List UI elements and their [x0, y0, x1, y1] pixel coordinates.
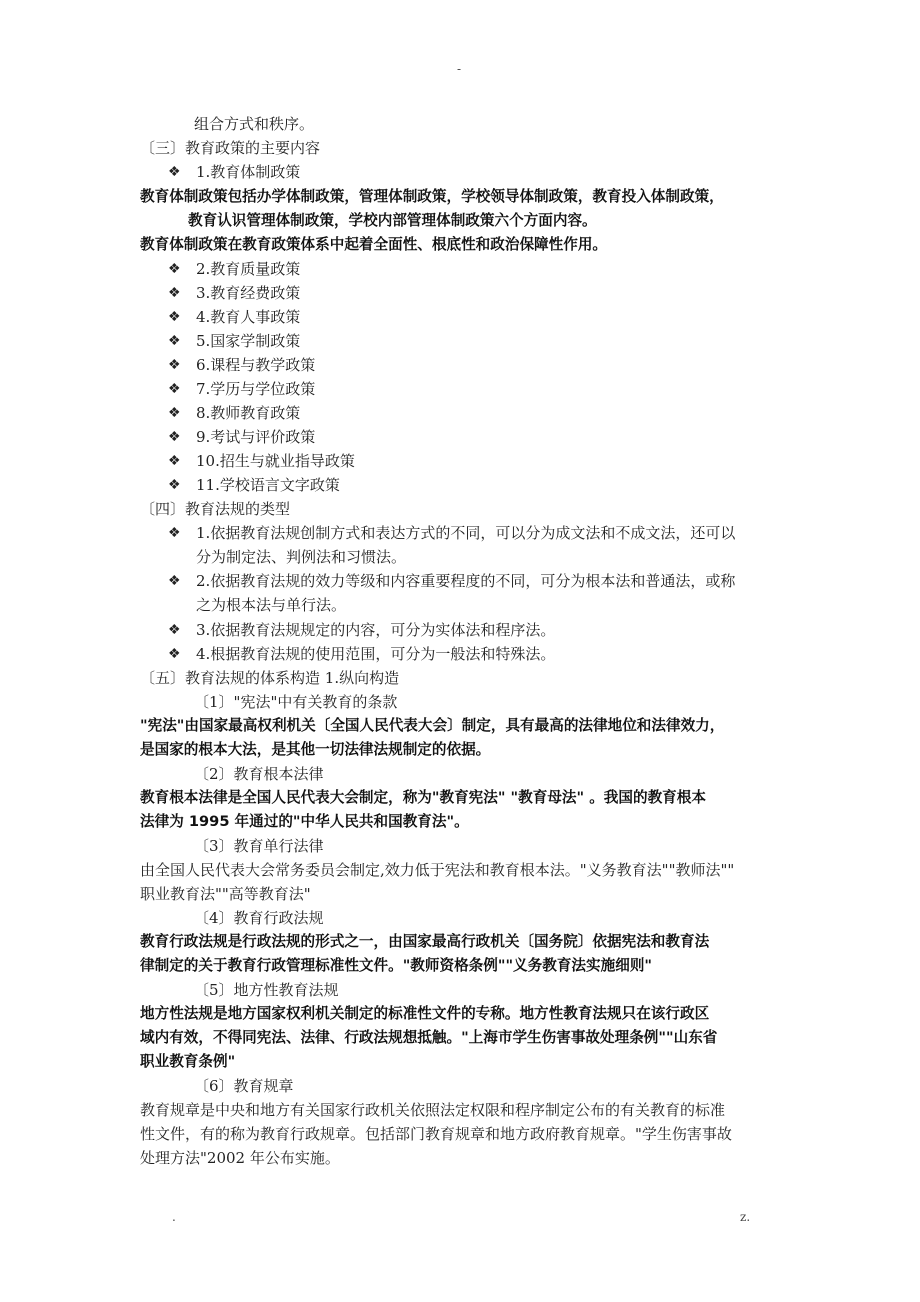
bold-text-line: 域内有效，不得同宪法、法律、行政法规想抵触。"上海市学生伤害事故处理条例""山东省 — [140, 1029, 718, 1046]
list-item-text: 4.根据教育法规的使用范围，可分为一般法和特殊法。 — [196, 645, 556, 663]
text-line: 组合方式和秩序。 — [194, 115, 315, 133]
list-item-text: 10.招生与就业指导政策 — [196, 452, 355, 470]
subsection-heading: 〔5〕地方性教育法规 — [194, 981, 339, 999]
list-item-text: 7.学历与学位政策 — [196, 380, 316, 398]
bold-text-line: 律制定的关于教育行政管理标准性文件。"教师资格条例""义务教育法实施细则" — [140, 957, 653, 974]
diamond-bullet-icon: ❖ — [168, 261, 181, 277]
subsection-heading: 〔3〕教育单行法律 — [194, 837, 324, 855]
bold-text-line: "宪法"由国家最高权利机关〔全国人民代表大会〕制定，具有最高的法律地位和法律效力， — [140, 717, 725, 734]
bold-text-line: 职业教育条例" — [140, 1053, 236, 1070]
list-item-text: 3.教育经费政策 — [196, 284, 301, 302]
list-item-text: 2.教育质量政策 — [196, 260, 301, 278]
bold-text-line: 教育认识管理体制政策，学校内部管理体制政策六个方面内容。 — [188, 212, 597, 229]
list-item-text: 11.学校语言文字政策 — [196, 476, 340, 494]
list-item-text: 8.教师教育政策 — [196, 404, 301, 422]
bold-text-line: 教育体制政策包括办学体制政策，管理体制政策，学校领导体制政策，教育投入体制政策， — [140, 188, 724, 205]
subsection-heading: 〔1〕"宪法"中有关教育的条款 — [194, 693, 398, 711]
section-heading: 〔四〕教育法规的类型 — [140, 500, 291, 518]
diamond-bullet-icon: ❖ — [168, 164, 181, 180]
diamond-bullet-icon: ❖ — [168, 381, 181, 397]
subsection-heading: 〔6〕教育规章 — [194, 1077, 294, 1095]
list-item-text: 9.考试与评价政策 — [196, 428, 316, 446]
diamond-bullet-icon: ❖ — [168, 646, 181, 662]
bold-text-line: 是国家的根本大法，是其他一切法律法规制定的依据。 — [140, 741, 491, 758]
list-item-text: 4.教育人事政策 — [196, 308, 301, 326]
list-item-text: 1.教育体制政策 — [196, 163, 301, 181]
text-line: 分为制定法、判例法和习惯法。 — [196, 548, 407, 566]
bold-text-line: 教育行政法规是行政法规的形式之一，由国家最高行政机关〔国务院〕依据宪法和教育法 — [140, 933, 710, 950]
bold-text-line: 教育体制政策在教育政策体系中起着全面性、根底性和政治保障性作用。 — [140, 236, 608, 253]
text-line: 职业教育法""高等教育法" — [140, 885, 311, 903]
list-item-text: 3.依据教育法规规定的内容，可分为实体法和程序法。 — [196, 621, 556, 639]
diamond-bullet-icon: ❖ — [168, 285, 181, 301]
list-item-text: 6.课程与教学政策 — [196, 356, 316, 374]
text-line: 处理方法"2002 年公布实施。 — [140, 1149, 340, 1167]
footer-left-mark: . — [172, 1210, 176, 1224]
diamond-bullet-icon: ❖ — [168, 357, 181, 373]
list-item-text: 2.依据教育法规的效力等级和内容重要程度的不同，可分为根本法和普通法，或称 — [196, 572, 736, 590]
diamond-bullet-icon: ❖ — [168, 405, 181, 421]
footer-right-mark: z. — [740, 1210, 751, 1224]
diamond-bullet-icon: ❖ — [168, 429, 181, 445]
text-line: 教育规章是中央和地方有关国家行政机关依照法定权限和程序制定公布的有关教育的标准 — [140, 1101, 726, 1119]
header-mark: - — [457, 62, 462, 76]
bold-text-line: 法律为 1995 年通过的"中华人民共和国教育法"。 — [140, 813, 469, 830]
diamond-bullet-icon: ❖ — [168, 573, 181, 589]
bold-text-line: 地方性法规是地方国家权利机关制定的标准性文件的专称。地方性教育法规只在该行政区 — [140, 1005, 710, 1022]
list-item-text: 1.依据教育法规创制方式和表达方式的不同，可以分为成文法和不成文法，还可以 — [196, 524, 736, 542]
diamond-bullet-icon: ❖ — [168, 622, 181, 638]
subsection-heading: 〔4〕教育行政法规 — [194, 909, 324, 927]
bold-text-line: 教育根本法律是全国人民代表大会制定，称为"教育宪法" "教育母法" 。我国的教育根本 — [140, 789, 706, 806]
text-line: 之为根本法与单行法。 — [196, 596, 347, 614]
diamond-bullet-icon: ❖ — [168, 453, 181, 469]
section-heading: 〔三〕教育政策的主要内容 — [140, 139, 321, 157]
subsection-heading: 〔2〕教育根本法律 — [194, 765, 324, 783]
diamond-bullet-icon: ❖ — [168, 477, 181, 493]
diamond-bullet-icon: ❖ — [168, 309, 181, 325]
section-heading: 〔五〕教育法规的体系构造 1.纵向构造 — [140, 669, 400, 687]
diamond-bullet-icon: ❖ — [168, 525, 181, 541]
text-line: 性文件，有的称为教育行政规章。包括部门教育规章和地方政府教育规章。"学生伤害事故 — [140, 1125, 732, 1143]
diamond-bullet-icon: ❖ — [168, 333, 181, 349]
list-item-text: 5.国家学制政策 — [196, 332, 301, 350]
text-line: 由全国人民代表大会常务委员会制定,效力低于宪法和教育根本法。"义务教育法""教师法"" — [140, 861, 735, 879]
